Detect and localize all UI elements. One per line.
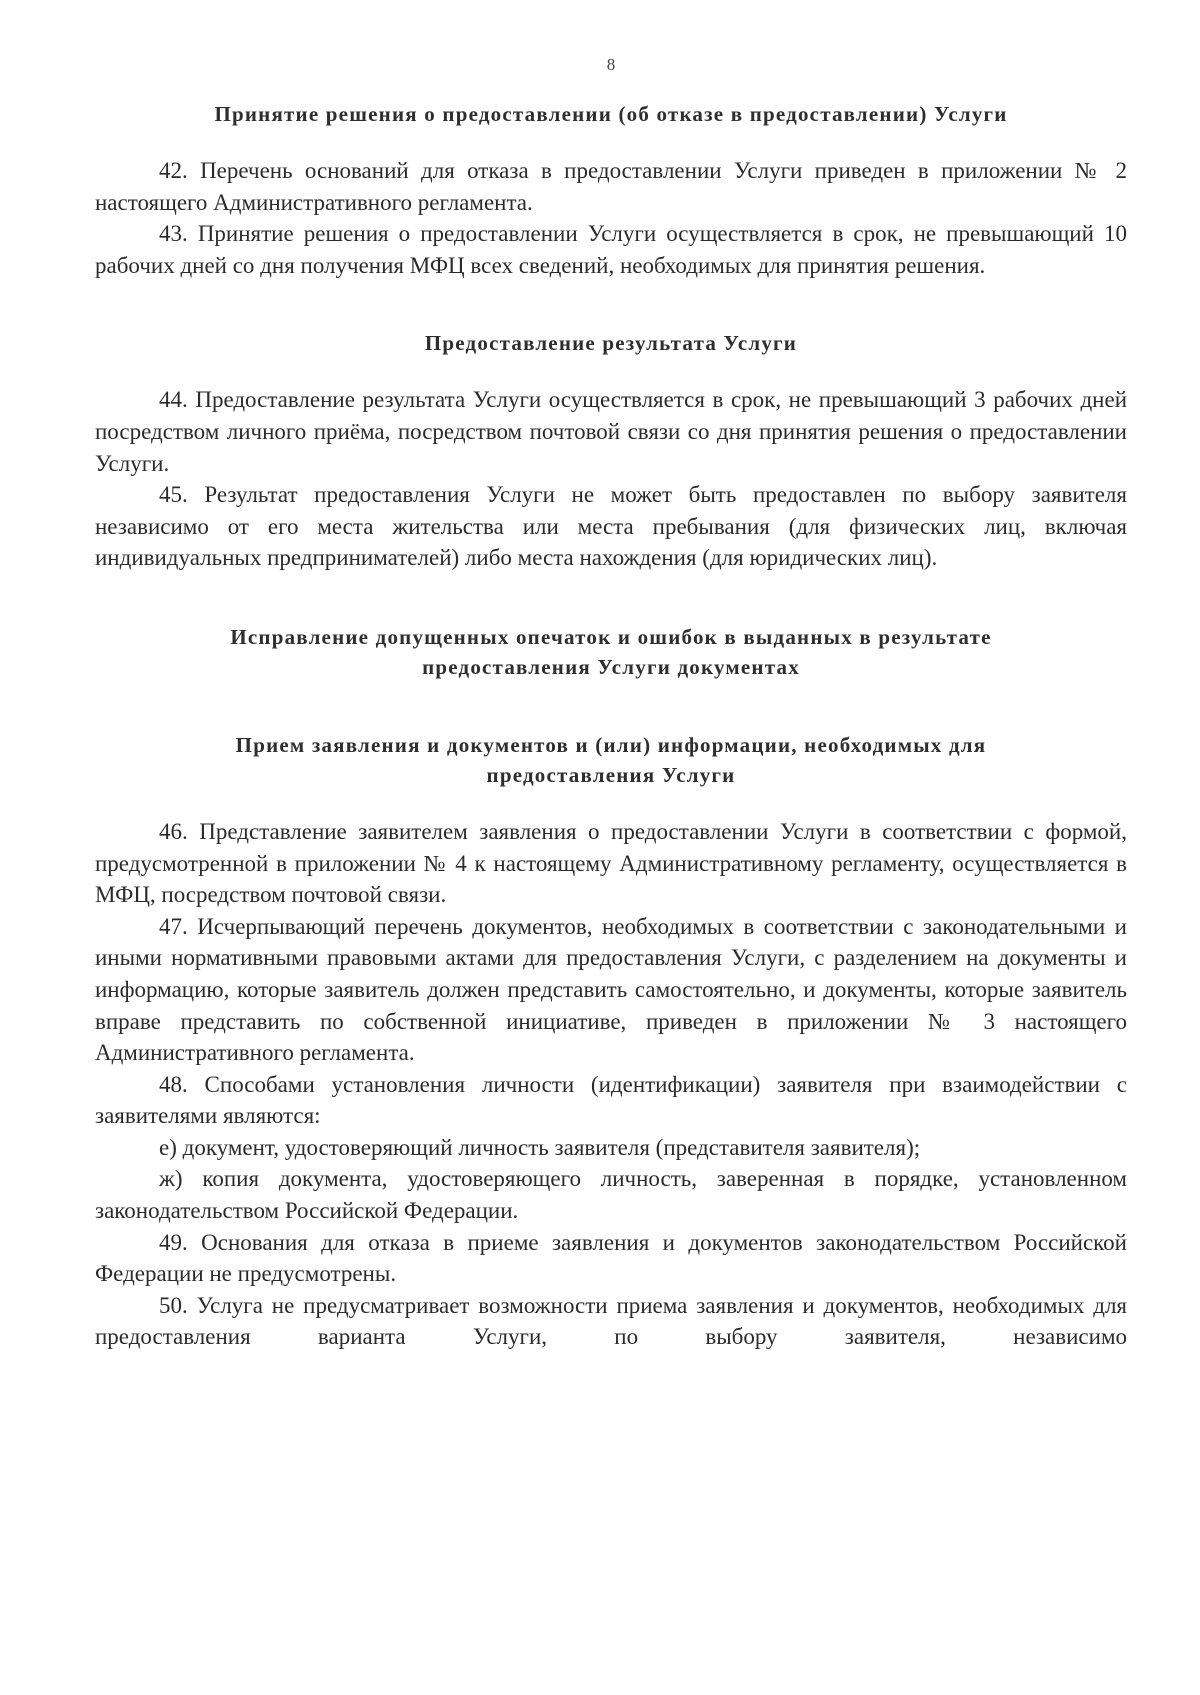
section-heading-decision: Принятие решения о предоставлении (об отказе в предоставлении) Услуги <box>214 102 1008 126</box>
document-page <box>95 55 1127 1353</box>
section-heading-result: Предоставление результата Услуги <box>424 331 798 356</box>
paragraph-42: 42. Перечень оснований для отказа в предоставлении Услуги приведен в приложении № 2 настоящего Административного регламента. <box>95 158 1127 215</box>
paragraph-43: 43. Принятие решения о предоставлении Услуги осуществляется в срок, не превышающий 10 рабочих дней со дня получения МФЦ всех сведений, необходимых для принятия решения. <box>95 221 1127 278</box>
paragraph-46: 46. Представление заявителем заявления о предоставлении Услуги в соответствии с формой, предусмотренной в приложении № 4 к настоящему Административному регламенту, осуществляется в МФЦ, посредством почтовой связи. <box>95 818 1127 908</box>
paragraph-48: 48. Способами установления личности (идентификации) заявителя при взаимодействии с заявителями являются: <box>95 1071 1127 1129</box>
paragraph-47: 47. Исчерпывающий перечень документов, необходимых в соответствии с законодательными и иными нормативными правовыми актами для предоставления Услуги, с разделением на документы и информацию, которые заявитель должен представить самостоятельно, и документы, которые заявитель вправе представить по собственной инициативе, приведен в приложении № 3 настоящего Административного регламента. <box>95 913 1127 1066</box>
section-heading-corrections-line2: предоставления Услуги документах <box>422 654 800 679</box>
list-item-zh: ж) копия документа, удостоверяющего личность, заверенная в порядке, установленном законодательством Российской Федерации. <box>95 1166 1127 1224</box>
paragraph-44: 44. Предоставление результата Услуги осуществляется в срок, не превышающий 3 рабочих дней посредством личного приёма, посредством почтовой связи со дня принятия решения о предоставлении Услуги. <box>95 387 1127 476</box>
paragraph-45: 45. Результат предоставления Услуги не может быть предоставлен по выбору заявителя независимо от его места жительства или места пребывания (для физических лиц, включая индивидуальных предпринимателей) либо места нахождения (для юридических лиц). <box>95 482 1127 571</box>
section-heading-application <box>95 730 1127 790</box>
list-item-e: е) документ, удостоверяющий личность заявителя (представителя заявителя); <box>159 1134 921 1160</box>
page-number: 8 <box>606 55 616 74</box>
paragraph-49: 49. Основания для отказа в приеме заявления и документов законодательством Российской Федерации не предусмотрены. <box>95 1229 1127 1287</box>
section-heading-corrections <box>95 622 1127 682</box>
section-heading-application-line1: Прием заявления и документов и (или) информации, необходимых для <box>235 732 987 757</box>
section-heading-corrections-line1: Исправление допущенных опечаток и ошибок в выданных в результате <box>230 624 992 649</box>
section-heading-application-line2: предоставления Услуги <box>486 762 736 787</box>
paragraph-50: 50. Услуга не предусматривает возможности приема заявления и документов, необходимых для предоставления варианта Услуги, по выбору заявителя, независимо <box>95 1292 1127 1350</box>
